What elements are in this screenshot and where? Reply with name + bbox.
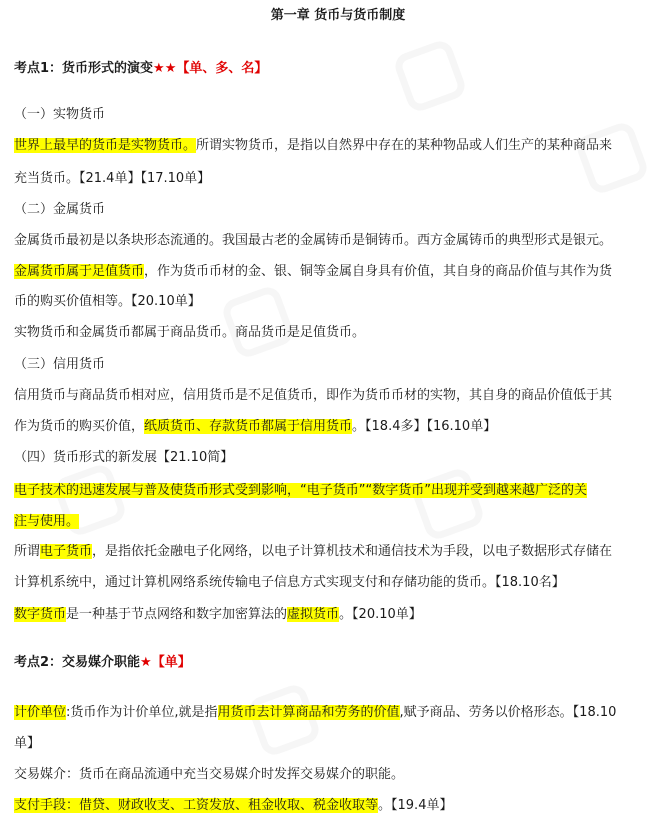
paragraph-line: 信用货币与商品货币相对应，信用货币是不足值货币，即作为货币币材的实物，其自身的商品价值低于其 [14, 388, 613, 403]
chapter-title: 第一章 货币与货币制度 [270, 8, 406, 23]
paragraph-line [14, 703, 616, 723]
subheading-credit-money: （三）信用货币 [14, 357, 106, 372]
paragraph-line [14, 542, 612, 562]
question-type-tag: 【单】 [151, 655, 191, 670]
highlighted-text: 电子技术的迅速发展与普及使货币形式受到影响，“电子货币”“数字货币”出现并受到越来越广泛的关 [14, 483, 587, 498]
paragraph-line: 实物货币和金属货币都属于商品货币。商品货币是足值货币。 [14, 325, 366, 340]
paragraph-line [14, 262, 612, 282]
text-span: 所谓 [14, 544, 41, 559]
section-heading-kd2 [14, 653, 191, 673]
subheading-physical-money: （一）实物货币 [14, 107, 106, 122]
paragraph-line [14, 417, 496, 437]
section-title: 考点1：货币形式的演变 [14, 61, 154, 76]
watermark-logo [410, 466, 487, 543]
paragraph-line [14, 481, 587, 501]
star-rating-icon: ★★ [153, 61, 177, 76]
text-span: ，是指依托金融电子化网络，以电子计算机技术和通信技术为手段，以电子数据形式存储在 [92, 544, 613, 559]
paragraph-line: 单】 [14, 736, 41, 751]
paragraph-line: 币的购买价值相等。【20.10单】 [14, 294, 201, 309]
watermark-logo [220, 284, 297, 361]
highlighted-text: 注与使用。 [14, 514, 80, 529]
section-heading-kd1 [14, 59, 267, 79]
text-span: 。【19.4单】 [378, 798, 453, 813]
highlighted-text: 计价单位 [14, 705, 67, 720]
paragraph-line [14, 796, 452, 816]
subheading-metal-money: （二）金属货币 [14, 202, 106, 217]
watermark-logo [574, 120, 651, 197]
text-span: :货币作为计价单位,就是指 [66, 705, 218, 720]
paragraph-line: 充当货币。【21.4单】【17.10单】 [14, 171, 211, 186]
highlighted-text: 世界上最早的货币是实物货币。 [14, 138, 197, 153]
highlighted-text: 纸质货币、存款货币都属于信用货币 [144, 419, 353, 434]
text-span: 。【18.4多】【16.10单】 [352, 419, 497, 434]
highlighted-text: 支付手段：借贷、财政收支、工资发放、租金收取、税金收取等 [14, 798, 379, 813]
paragraph-line [14, 605, 422, 625]
section-title: 考点2：交易媒介职能 [14, 655, 141, 670]
paragraph-line: 计算机系统中，通过计算机网络系统传输电子信息方式实现支付和存储功能的货币。【18.10名】 [14, 575, 565, 590]
highlighted-text: 虚拟货币 [287, 607, 340, 622]
text-span: 所谓实物货币，是指以自然界中存在的某种物品或人们生产的某种商品来 [196, 138, 613, 153]
highlighted-text: 金属货币属于足值货币 [14, 264, 145, 279]
paragraph-line: 交易媒介：货币在商品流通中充当交易媒介时发挥交易媒介的职能。 [14, 767, 405, 782]
text-span: 作为货币的购买价值， [14, 419, 145, 434]
highlighted-text: 用货币去计算商品和劳务的价值 [217, 705, 400, 720]
watermark-logo [392, 38, 469, 115]
highlighted-text: 电子货币 [40, 544, 93, 559]
star-rating-icon: ★ [140, 655, 152, 670]
subheading-new-development: （四）货币形式的新发展【21.10简】 [14, 450, 234, 465]
question-type-tag: 【单、多、名】 [176, 61, 268, 76]
text-span: 。【20.10单】 [339, 607, 422, 622]
text-span: 是一种基于节点网络和数字加密算法的 [66, 607, 288, 622]
text-span: ，作为货币币材的金、银、铜等金属自身具有价值，其自身的商品价值与其作为货 [144, 264, 613, 279]
paragraph-line [14, 512, 79, 532]
paragraph-line: 金属货币最初是以条块形态流通的。我国最古老的金属铸币是铜铸币。西方金属铸币的典型形式是银元。 [14, 233, 613, 248]
paragraph-line [14, 136, 612, 156]
highlighted-text: 数字货币 [14, 607, 67, 622]
text-span: ,赋予商品、劳务以价格形态。【18.10 [399, 705, 617, 720]
